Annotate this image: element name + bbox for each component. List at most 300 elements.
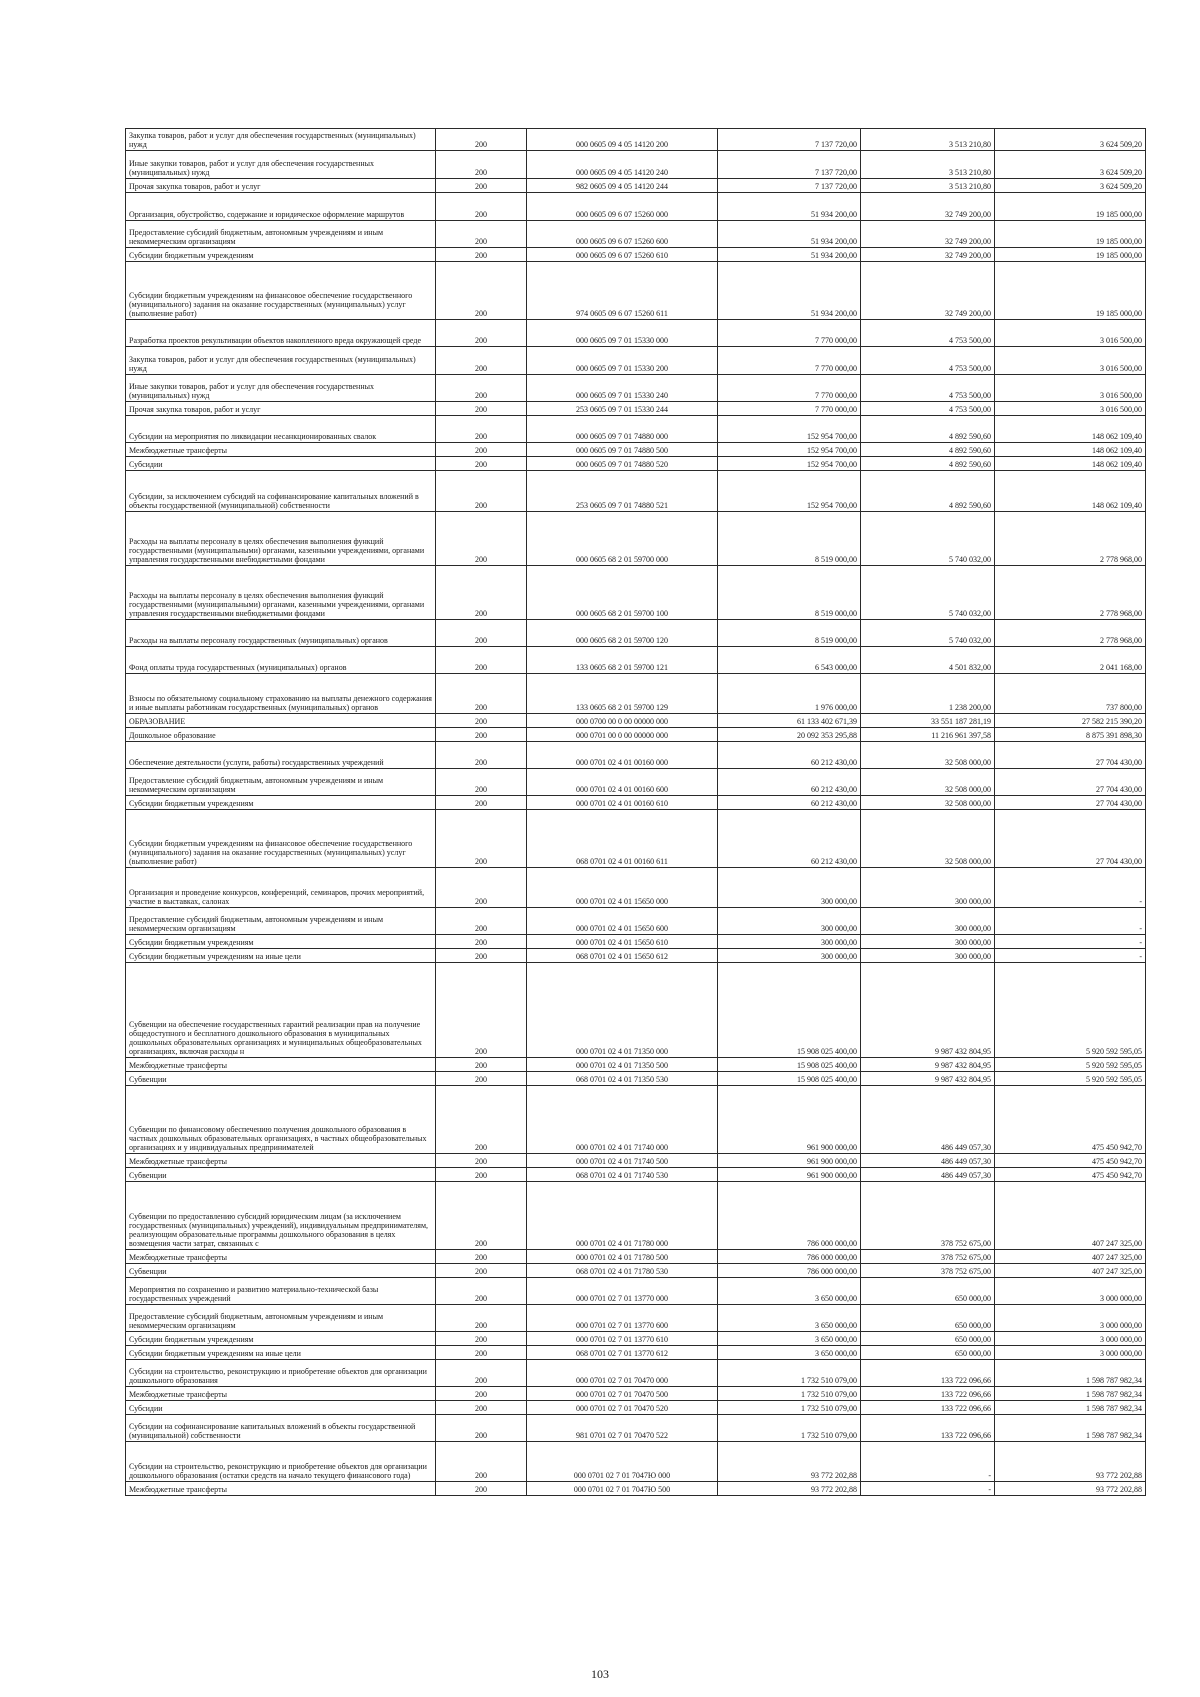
cell-line-code: 200 (436, 935, 527, 949)
cell-budget-code: 000 0605 68 2 01 59700 000 (527, 512, 718, 566)
table-row (126, 1264, 1146, 1278)
cell-executed: 1 238 200,00 (861, 674, 995, 714)
cell-unexecuted: 3 624 509,20 (995, 151, 1146, 179)
cell-name: Расходы на выплаты персоналу в целях обеспечения выполнения функций государственными (муниципальными) органами, казенными учреждениями, органами управления государственными внебюджетными фондами (126, 512, 436, 566)
cell-executed: 32 508 000,00 (861, 742, 995, 769)
cell-unexecuted: 407 247 325,00 (995, 1182, 1146, 1250)
cell-line-code: 200 (436, 1072, 527, 1086)
cell-approved: 300 000,00 (718, 868, 861, 908)
table-row (126, 1154, 1146, 1168)
cell-approved: 786 000 000,00 (718, 1182, 861, 1250)
cell-name: Прочая закупка товаров, работ и услуг (126, 402, 436, 416)
table-row (126, 868, 1146, 908)
cell-approved: 300 000,00 (718, 908, 861, 935)
cell-approved: 300 000,00 (718, 935, 861, 949)
cell-unexecuted: 3 000 000,00 (995, 1305, 1146, 1332)
cell-unexecuted: 475 450 942,70 (995, 1154, 1146, 1168)
cell-budget-code: 000 0701 02 7 01 70470 520 (527, 1401, 718, 1415)
table-row (126, 1086, 1146, 1154)
cell-unexecuted: 1 598 787 982,34 (995, 1415, 1146, 1442)
cell-budget-code: 982 0605 09 4 05 14120 244 (527, 179, 718, 193)
cell-name: Мероприятия по сохранению и развитию материально-технической базы государственных учреждений (126, 1278, 436, 1305)
cell-approved: 786 000 000,00 (718, 1250, 861, 1264)
cell-executed: 4 892 590,60 (861, 471, 995, 512)
cell-name: Межбюджетные трансферты (126, 1387, 436, 1401)
cell-executed: 4 892 590,60 (861, 416, 995, 443)
cell-unexecuted: - (995, 908, 1146, 935)
cell-budget-code: 000 0701 02 4 01 71780 500 (527, 1250, 718, 1264)
cell-approved: 152 954 700,00 (718, 471, 861, 512)
cell-unexecuted: 27 582 215 390,20 (995, 714, 1146, 728)
cell-executed: 3 513 210,80 (861, 129, 995, 151)
cell-line-code: 200 (436, 742, 527, 769)
cell-budget-code: 000 0605 09 4 05 14120 200 (527, 129, 718, 151)
cell-name: Обеспечение деятельности (услуги, работы) государственных учреждений (126, 742, 436, 769)
table-row (126, 457, 1146, 471)
cell-executed: 33 551 187 281,19 (861, 714, 995, 728)
cell-executed: 9 987 432 804,95 (861, 963, 995, 1058)
table-body (126, 129, 1146, 1496)
cell-line-code: 200 (436, 620, 527, 647)
table-row (126, 1401, 1146, 1415)
cell-budget-code: 000 0701 02 4 01 71780 000 (527, 1182, 718, 1250)
cell-name: Субсидии (126, 1401, 436, 1415)
cell-name: Прочая закупка товаров, работ и услуг (126, 179, 436, 193)
cell-approved: 15 908 025 400,00 (718, 1058, 861, 1072)
cell-name: Межбюджетные трансферты (126, 1058, 436, 1072)
cell-name: Иные закупки товаров, работ и услуг для обеспечения государственных (муниципальных) нужд (126, 151, 436, 179)
cell-line-code: 200 (436, 471, 527, 512)
cell-unexecuted: 3 000 000,00 (995, 1332, 1146, 1346)
cell-approved: 7 770 000,00 (718, 347, 861, 375)
table-row (126, 769, 1146, 796)
cell-approved: 8 519 000,00 (718, 512, 861, 566)
cell-unexecuted: 19 185 000,00 (995, 221, 1146, 248)
cell-name: Субсидии бюджетным учреждениям (126, 248, 436, 262)
cell-budget-code: 000 0701 02 4 01 00160 000 (527, 742, 718, 769)
cell-executed: 4 892 590,60 (861, 443, 995, 457)
table-row (126, 193, 1146, 221)
cell-name: Субсидии, за исключением субсидий на софинансирование капитальных вложений в объекты государственной (муниципальной) собственности (126, 471, 436, 512)
cell-unexecuted: 19 185 000,00 (995, 262, 1146, 320)
cell-line-code: 200 (436, 796, 527, 810)
cell-line-code: 200 (436, 908, 527, 935)
cell-executed: 5 740 032,00 (861, 620, 995, 647)
cell-unexecuted: 148 062 109,40 (995, 416, 1146, 443)
table-row (126, 443, 1146, 457)
cell-unexecuted: 27 704 430,00 (995, 796, 1146, 810)
cell-line-code: 200 (436, 1058, 527, 1072)
cell-name: Межбюджетные трансферты (126, 1154, 436, 1168)
cell-executed: 4 753 500,00 (861, 402, 995, 416)
table-row (126, 129, 1146, 151)
cell-approved: 15 908 025 400,00 (718, 1072, 861, 1086)
cell-line-code: 200 (436, 1168, 527, 1182)
table-row (126, 320, 1146, 347)
cell-approved: 1 732 510 079,00 (718, 1401, 861, 1415)
cell-name: Фонд оплаты труда государственных (муниципальных) органов (126, 647, 436, 674)
cell-executed: 3 513 210,80 (861, 151, 995, 179)
cell-name: Предоставление субсидий бюджетным, автономным учреждениям и иным некоммерческим организациям (126, 221, 436, 248)
cell-name: Расходы на выплаты персоналу государственных (муниципальных) органов (126, 620, 436, 647)
cell-line-code: 200 (436, 193, 527, 221)
cell-name: Закупка товаров, работ и услуг для обеспечения государственных (муниципальных) нужд (126, 129, 436, 151)
cell-unexecuted: 5 920 592 595,05 (995, 1058, 1146, 1072)
cell-line-code: 200 (436, 416, 527, 443)
cell-unexecuted: 5 920 592 595,05 (995, 963, 1146, 1058)
cell-executed: 9 987 432 804,95 (861, 1058, 995, 1072)
cell-executed: 300 000,00 (861, 908, 995, 935)
cell-unexecuted: 3 624 509,20 (995, 129, 1146, 151)
cell-unexecuted: 737 800,00 (995, 674, 1146, 714)
cell-budget-code: 000 0605 09 7 01 74880 500 (527, 443, 718, 457)
cell-executed: 300 000,00 (861, 868, 995, 908)
cell-line-code: 200 (436, 1086, 527, 1154)
cell-line-code: 200 (436, 963, 527, 1058)
cell-approved: 51 934 200,00 (718, 248, 861, 262)
cell-executed: 32 749 200,00 (861, 221, 995, 248)
cell-name: Субсидии на строительство, реконструкцию и приобретение объектов для организации дошкольного образования (остатки средств на начало текущего финансового года) (126, 1442, 436, 1482)
table-row (126, 1168, 1146, 1182)
cell-executed: 32 749 200,00 (861, 262, 995, 320)
cell-line-code: 200 (436, 714, 527, 728)
cell-unexecuted: - (995, 935, 1146, 949)
cell-line-code: 200 (436, 728, 527, 742)
cell-unexecuted: - (995, 868, 1146, 908)
cell-name: Взносы по обязательному социальному страхованию на выплаты денежного содержания и иные выплаты работникам государственных (муниципальных) органов (126, 674, 436, 714)
cell-line-code: 200 (436, 248, 527, 262)
cell-executed: 486 449 057,30 (861, 1154, 995, 1168)
table-row (126, 566, 1146, 620)
cell-line-code: 200 (436, 443, 527, 457)
cell-approved: 51 934 200,00 (718, 262, 861, 320)
cell-name: Межбюджетные трансферты (126, 1482, 436, 1496)
cell-name: ОБРАЗОВАНИЕ (126, 714, 436, 728)
cell-executed: 650 000,00 (861, 1278, 995, 1305)
cell-unexecuted: 3 016 500,00 (995, 375, 1146, 402)
cell-budget-code: 000 0701 02 4 01 71350 000 (527, 963, 718, 1058)
cell-line-code: 200 (436, 151, 527, 179)
table-row (126, 221, 1146, 248)
cell-unexecuted: 407 247 325,00 (995, 1250, 1146, 1264)
cell-approved: 1 976 000,00 (718, 674, 861, 714)
cell-approved: 7 137 720,00 (718, 179, 861, 193)
cell-budget-code: 133 0605 68 2 01 59700 121 (527, 647, 718, 674)
cell-unexecuted: 3 016 500,00 (995, 320, 1146, 347)
cell-approved: 152 954 700,00 (718, 416, 861, 443)
table-row (126, 1482, 1146, 1496)
cell-line-code: 200 (436, 1360, 527, 1387)
cell-unexecuted: 2 778 968,00 (995, 512, 1146, 566)
table-row (126, 1332, 1146, 1346)
table-row (126, 262, 1146, 320)
cell-approved: 1 732 510 079,00 (718, 1415, 861, 1442)
cell-approved: 8 519 000,00 (718, 566, 861, 620)
table-row (126, 810, 1146, 868)
table-row (126, 1058, 1146, 1072)
cell-unexecuted: 1 598 787 982,34 (995, 1360, 1146, 1387)
page-number: 103 (591, 1667, 609, 1681)
cell-approved: 152 954 700,00 (718, 443, 861, 457)
cell-line-code: 200 (436, 457, 527, 471)
table-row (126, 512, 1146, 566)
cell-line-code: 200 (436, 868, 527, 908)
cell-line-code: 200 (436, 566, 527, 620)
cell-unexecuted: 93 772 202,88 (995, 1442, 1146, 1482)
cell-budget-code: 000 0701 02 7 01 7047Ю 000 (527, 1442, 718, 1482)
cell-line-code: 200 (436, 129, 527, 151)
table-row (126, 1182, 1146, 1250)
cell-unexecuted: 93 772 202,88 (995, 1482, 1146, 1496)
cell-executed: 4 753 500,00 (861, 347, 995, 375)
cell-budget-code: 000 0701 00 0 00 00000 000 (527, 728, 718, 742)
cell-line-code: 200 (436, 347, 527, 375)
cell-approved: 60 212 430,00 (718, 742, 861, 769)
cell-executed: 133 722 096,66 (861, 1401, 995, 1415)
cell-name: Организация, обустройство, содержание и юридическое оформление маршрутов (126, 193, 436, 221)
cell-budget-code: 000 0701 02 4 01 15650 000 (527, 868, 718, 908)
cell-executed: 300 000,00 (861, 935, 995, 949)
cell-budget-code: 000 0605 09 7 01 15330 000 (527, 320, 718, 347)
cell-name: Субсидии бюджетным учреждениям на финансовое обеспечение государственного (муниципального) задания на оказание государственных (муниципальных) услуг (выполнение работ) (126, 810, 436, 868)
table-row (126, 949, 1146, 963)
cell-approved: 961 900 000,00 (718, 1086, 861, 1154)
cell-approved: 3 650 000,00 (718, 1346, 861, 1360)
cell-unexecuted: 148 062 109,40 (995, 443, 1146, 457)
cell-approved: 961 900 000,00 (718, 1154, 861, 1168)
cell-name: Субсидии (126, 457, 436, 471)
cell-executed: 378 752 675,00 (861, 1264, 995, 1278)
cell-line-code: 200 (436, 320, 527, 347)
cell-budget-code: 000 0701 02 4 01 00160 610 (527, 796, 718, 810)
cell-unexecuted: - (995, 949, 1146, 963)
cell-line-code: 200 (436, 1264, 527, 1278)
cell-line-code: 200 (436, 647, 527, 674)
table-row (126, 620, 1146, 647)
cell-name: Предоставление субсидий бюджетным, автономным учреждениям и иным некоммерческим организациям (126, 1305, 436, 1332)
cell-line-code: 200 (436, 1482, 527, 1496)
cell-budget-code: 068 0701 02 4 01 71350 530 (527, 1072, 718, 1086)
cell-name: Разработка проектов рекультивации объектов накопленного вреда окружающей среде (126, 320, 436, 347)
cell-unexecuted: 475 450 942,70 (995, 1168, 1146, 1182)
cell-executed: 32 508 000,00 (861, 810, 995, 868)
table-row (126, 796, 1146, 810)
cell-name: Субвенции (126, 1168, 436, 1182)
cell-unexecuted: 2 778 968,00 (995, 566, 1146, 620)
cell-executed: 4 753 500,00 (861, 375, 995, 402)
table-row (126, 674, 1146, 714)
cell-budget-code: 000 0701 02 7 01 70470 500 (527, 1387, 718, 1401)
cell-budget-code: 000 0701 02 7 01 13770 600 (527, 1305, 718, 1332)
cell-name: Субвенции (126, 1264, 436, 1278)
cell-line-code: 200 (436, 1305, 527, 1332)
cell-budget-code: 068 0701 02 4 01 00160 611 (527, 810, 718, 868)
cell-budget-code: 068 0701 02 4 01 71740 530 (527, 1168, 718, 1182)
table-row (126, 1346, 1146, 1360)
cell-line-code: 200 (436, 1387, 527, 1401)
cell-name: Субвенции на обеспечение государственных гарантий реализации прав на получение общедоступного и бесплатного дошкольного образования в муниципальных дошкольных образовательных организациях и муниципальных общеобразовательных организациях, включая расходы н (126, 963, 436, 1058)
cell-unexecuted: 3 016 500,00 (995, 402, 1146, 416)
cell-unexecuted: 19 185 000,00 (995, 193, 1146, 221)
cell-budget-code: 000 0701 02 7 01 7047Ю 500 (527, 1482, 718, 1496)
cell-name: Субсидии на софинансирование капитальных вложений в объекты государственной (муниципальной) собственности (126, 1415, 436, 1442)
cell-budget-code: 000 0701 02 4 01 71740 000 (527, 1086, 718, 1154)
cell-line-code: 200 (436, 674, 527, 714)
cell-budget-code: 000 0605 09 7 01 15330 200 (527, 347, 718, 375)
cell-unexecuted: 19 185 000,00 (995, 248, 1146, 262)
table-row (126, 347, 1146, 375)
cell-budget-code: 133 0605 68 2 01 59700 129 (527, 674, 718, 714)
cell-unexecuted: 3 000 000,00 (995, 1278, 1146, 1305)
cell-executed: 486 449 057,30 (861, 1086, 995, 1154)
cell-approved: 7 137 720,00 (718, 151, 861, 179)
cell-line-code: 200 (436, 402, 527, 416)
cell-approved: 60 212 430,00 (718, 769, 861, 796)
cell-name: Субсидии бюджетным учреждениям на иные цели (126, 1346, 436, 1360)
cell-executed: 5 740 032,00 (861, 566, 995, 620)
cell-name: Организация и проведение конкурсов, конференций, семинаров, прочих мероприятий, участие в выставках, салонах (126, 868, 436, 908)
table-row (126, 416, 1146, 443)
cell-unexecuted: 2 041 168,00 (995, 647, 1146, 674)
cell-budget-code: 000 0605 09 7 01 15330 240 (527, 375, 718, 402)
cell-budget-code: 000 0605 09 6 07 15260 610 (527, 248, 718, 262)
cell-executed: 3 513 210,80 (861, 179, 995, 193)
cell-executed: 378 752 675,00 (861, 1182, 995, 1250)
cell-name: Субсидии бюджетным учреждениям (126, 1332, 436, 1346)
cell-budget-code: 000 0605 09 6 07 15260 000 (527, 193, 718, 221)
table-row (126, 402, 1146, 416)
cell-unexecuted: 27 704 430,00 (995, 810, 1146, 868)
table-row (126, 1250, 1146, 1264)
cell-budget-code: 000 0605 68 2 01 59700 100 (527, 566, 718, 620)
cell-unexecuted: 1 598 787 982,34 (995, 1401, 1146, 1415)
cell-name: Субсидии бюджетным учреждениям (126, 796, 436, 810)
cell-executed: 32 508 000,00 (861, 769, 995, 796)
cell-line-code: 200 (436, 1442, 527, 1482)
cell-unexecuted: 27 704 430,00 (995, 742, 1146, 769)
table-row (126, 1072, 1146, 1086)
cell-executed: 9 987 432 804,95 (861, 1072, 995, 1086)
cell-executed: 32 749 200,00 (861, 248, 995, 262)
cell-name: Субвенции по финансовому обеспечению получения дошкольного образования в частных дошкольных образовательных организациях, в частных общеобразовательных организациях и у индивидуальных предпринимателей (126, 1086, 436, 1154)
table-row (126, 963, 1146, 1058)
cell-approved: 51 934 200,00 (718, 221, 861, 248)
cell-line-code: 200 (436, 512, 527, 566)
table-row (126, 248, 1146, 262)
table-row (126, 714, 1146, 728)
cell-budget-code: 000 0701 02 4 01 00160 600 (527, 769, 718, 796)
cell-approved: 60 212 430,00 (718, 810, 861, 868)
cell-budget-code: 000 0605 09 7 01 74880 000 (527, 416, 718, 443)
cell-name: Дошкольное образование (126, 728, 436, 742)
cell-line-code: 200 (436, 179, 527, 193)
cell-executed: - (861, 1442, 995, 1482)
cell-executed: 32 508 000,00 (861, 796, 995, 810)
table-row (126, 1442, 1146, 1482)
cell-approved: 15 908 025 400,00 (718, 963, 861, 1058)
cell-name: Субсидии бюджетным учреждениям на иные цели (126, 949, 436, 963)
cell-budget-code: 000 0701 02 7 01 70470 000 (527, 1360, 718, 1387)
cell-approved: 51 934 200,00 (718, 193, 861, 221)
cell-executed: 4 892 590,60 (861, 457, 995, 471)
cell-approved: 60 212 430,00 (718, 796, 861, 810)
cell-budget-code: 000 0700 00 0 00 00000 000 (527, 714, 718, 728)
cell-line-code: 200 (436, 1278, 527, 1305)
cell-budget-code: 068 0701 02 4 01 71780 530 (527, 1264, 718, 1278)
cell-unexecuted: 148 062 109,40 (995, 457, 1146, 471)
cell-executed: 4 501 832,00 (861, 647, 995, 674)
table-row (126, 908, 1146, 935)
cell-line-code: 200 (436, 1401, 527, 1415)
cell-unexecuted: 5 920 592 595,05 (995, 1072, 1146, 1086)
cell-name: Субсидии бюджетным учреждениям на финансовое обеспечение государственного (муниципального) задания на оказание государственных (муниципальных) услуг (выполнение работ) (126, 262, 436, 320)
cell-name: Субсидии на мероприятия по ликвидации несанкционированных свалок (126, 416, 436, 443)
table-row (126, 471, 1146, 512)
cell-name: Субвенции по предоставлению субсидий юридическим лицам (за исключением государственных (муниципальных) учреждений), индивидуальным предпринимателям, реализующим образовательные программы дошкольного образования в целях возмещения части затрат, связанных с (126, 1182, 436, 1250)
table-row (126, 1387, 1146, 1401)
cell-line-code: 200 (436, 1346, 527, 1360)
cell-approved: 1 732 510 079,00 (718, 1360, 861, 1387)
cell-executed: 378 752 675,00 (861, 1250, 995, 1264)
cell-budget-code: 000 0605 09 6 07 15260 600 (527, 221, 718, 248)
cell-unexecuted: 475 450 942,70 (995, 1086, 1146, 1154)
cell-approved: 20 092 353 295,88 (718, 728, 861, 742)
cell-approved: 93 772 202,88 (718, 1442, 861, 1482)
table-row (126, 728, 1146, 742)
cell-budget-code: 000 0701 02 4 01 71350 500 (527, 1058, 718, 1072)
cell-name: Субвенции (126, 1072, 436, 1086)
cell-budget-code: 974 0605 09 6 07 15260 611 (527, 262, 718, 320)
table-row (126, 742, 1146, 769)
cell-name: Субсидии бюджетным учреждениям (126, 935, 436, 949)
cell-executed: 486 449 057,30 (861, 1168, 995, 1182)
cell-budget-code: 000 0605 09 7 01 74880 520 (527, 457, 718, 471)
table-row (126, 1415, 1146, 1442)
cell-approved: 300 000,00 (718, 949, 861, 963)
cell-line-code: 200 (436, 1154, 527, 1168)
table-row (126, 375, 1146, 402)
table-row (126, 1278, 1146, 1305)
cell-budget-code: 000 0605 09 4 05 14120 240 (527, 151, 718, 179)
table-row (126, 151, 1146, 179)
cell-line-code: 200 (436, 375, 527, 402)
cell-name: Расходы на выплаты персоналу в целях обеспечения выполнения функций государственными (муниципальными) органами, казенными учреждениями, органами управления государственными внебюджетными фондами (126, 566, 436, 620)
cell-approved: 3 650 000,00 (718, 1278, 861, 1305)
table-row (126, 179, 1146, 193)
cell-budget-code: 000 0701 02 7 01 13770 000 (527, 1278, 718, 1305)
cell-approved: 7 137 720,00 (718, 129, 861, 151)
cell-line-code: 200 (436, 221, 527, 248)
cell-approved: 3 650 000,00 (718, 1305, 861, 1332)
cell-budget-code: 981 0701 02 7 01 70470 522 (527, 1415, 718, 1442)
cell-executed: 650 000,00 (861, 1332, 995, 1346)
cell-name: Закупка товаров, работ и услуг для обеспечения государственных (муниципальных) нужд (126, 347, 436, 375)
cell-line-code: 200 (436, 1332, 527, 1346)
cell-approved: 961 900 000,00 (718, 1168, 861, 1182)
cell-approved: 61 133 402 671,39 (718, 714, 861, 728)
cell-approved: 3 650 000,00 (718, 1332, 861, 1346)
cell-approved: 1 732 510 079,00 (718, 1387, 861, 1401)
cell-budget-code: 000 0701 02 7 01 13770 610 (527, 1332, 718, 1346)
cell-name: Предоставление субсидий бюджетным, автономным учреждениям и иным некоммерческим организациям (126, 908, 436, 935)
cell-budget-code: 000 0701 02 4 01 15650 600 (527, 908, 718, 935)
cell-unexecuted: 3 016 500,00 (995, 347, 1146, 375)
cell-budget-code: 068 0701 02 7 01 13770 612 (527, 1346, 718, 1360)
cell-executed: 133 722 096,66 (861, 1415, 995, 1442)
cell-line-code: 200 (436, 1182, 527, 1250)
cell-unexecuted: 148 062 109,40 (995, 471, 1146, 512)
cell-budget-code: 068 0701 02 4 01 15650 612 (527, 949, 718, 963)
